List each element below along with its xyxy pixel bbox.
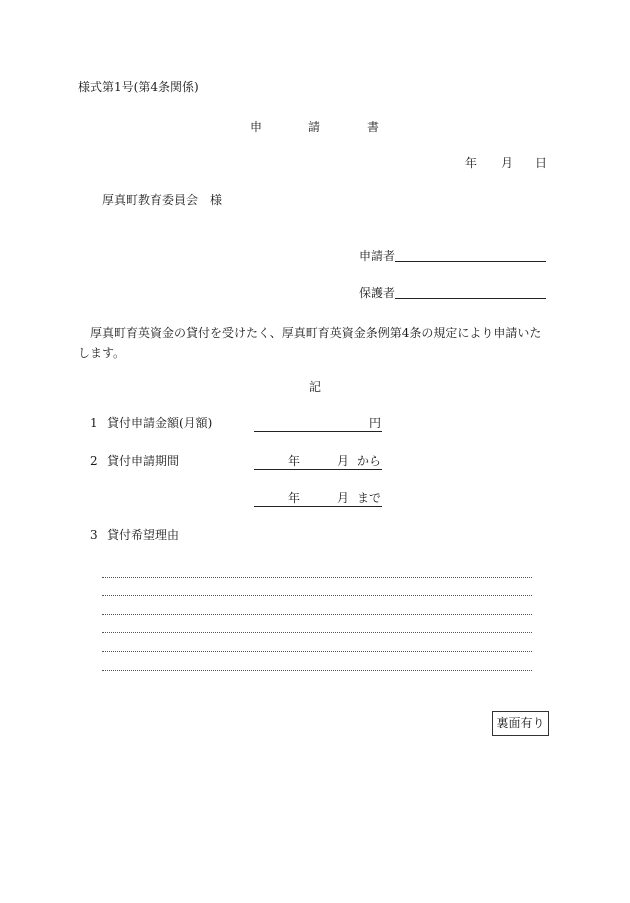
title-char-1: 申 xyxy=(250,120,263,134)
item-2-number: 2 xyxy=(90,454,98,468)
back-side-note: 裏面有り xyxy=(492,711,549,736)
item-2-label: 貸付申請期間 xyxy=(107,454,180,468)
title-char-2: 請 xyxy=(308,120,321,134)
date-day-label: 日 xyxy=(535,156,548,170)
period-from-month: 月 xyxy=(337,454,350,468)
amount-field[interactable] xyxy=(254,416,382,432)
reason-line[interactable] xyxy=(102,595,532,596)
period-from-suffix: から xyxy=(357,454,382,468)
guardian-field[interactable] xyxy=(395,298,546,299)
form-number: 様式第1号(第4条関係) xyxy=(78,80,199,94)
item-1-label: 貸付申請金額(月額) xyxy=(107,416,213,430)
date-year-label: 年 xyxy=(465,156,478,170)
applicant-label: 申請者 xyxy=(359,249,396,263)
period-to-field[interactable] xyxy=(254,491,382,507)
amount-unit: 円 xyxy=(368,416,381,430)
reason-line[interactable] xyxy=(102,614,532,615)
item-3-label: 貸付希望理由 xyxy=(107,528,180,542)
period-to-month: 月 xyxy=(337,491,350,505)
ki-heading: 記 xyxy=(308,380,321,394)
date-month-label: 月 xyxy=(501,156,514,170)
applicant-field[interactable] xyxy=(395,261,546,262)
item-1-number: 1 xyxy=(90,416,98,430)
application-statement: 厚真町育英資金の貸付を受けたく、厚真町育英資金条例第4条の規定により申請いたします。 xyxy=(78,326,542,360)
reason-line[interactable] xyxy=(102,577,532,578)
title-char-3: 書 xyxy=(367,120,380,134)
addressee: 厚真町教育委員会 様 xyxy=(102,193,223,207)
reason-line[interactable] xyxy=(102,651,532,652)
period-to-year: 年 xyxy=(288,491,301,505)
guardian-label: 保護者 xyxy=(359,286,396,300)
reason-line[interactable] xyxy=(102,670,532,671)
item-3-number: 3 xyxy=(90,528,98,542)
period-from-year: 年 xyxy=(288,454,301,468)
period-from-field[interactable] xyxy=(254,454,382,470)
period-to-suffix: まで xyxy=(357,491,382,505)
reason-line[interactable] xyxy=(102,632,532,633)
